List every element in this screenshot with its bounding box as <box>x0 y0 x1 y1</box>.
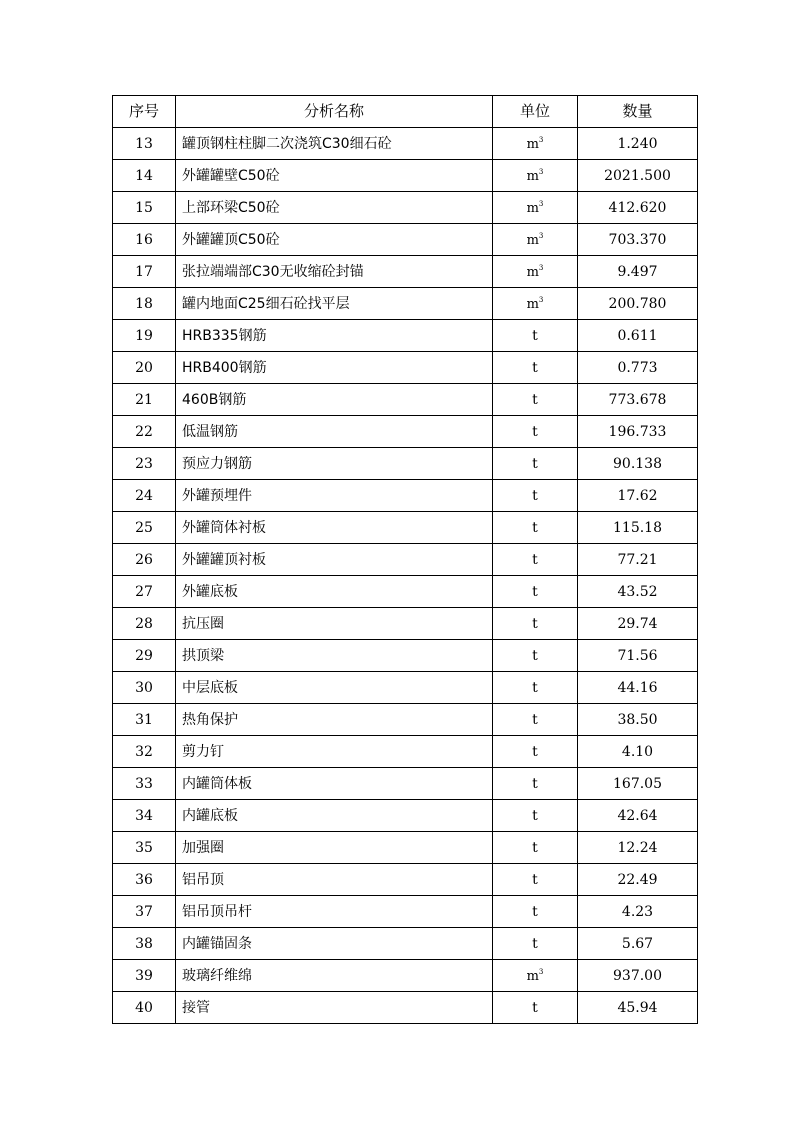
item-quantity: 703.370 <box>578 224 698 256</box>
item-unit: t <box>493 576 578 608</box>
item-quantity: 167.05 <box>578 768 698 800</box>
item-quantity: 4.23 <box>578 896 698 928</box>
table-header-row <box>113 96 698 128</box>
item-name: 抗压圈 <box>176 608 493 640</box>
row-number: 15 <box>113 192 176 224</box>
item-quantity: 937.00 <box>578 960 698 992</box>
item-quantity: 71.56 <box>578 640 698 672</box>
table-row <box>113 800 698 832</box>
row-number: 28 <box>113 608 176 640</box>
item-quantity: 115.18 <box>578 512 698 544</box>
table-row <box>113 320 698 352</box>
table-row <box>113 416 698 448</box>
row-number: 38 <box>113 928 176 960</box>
unit-cubic-meter: $m^3$ <box>526 199 544 216</box>
table-row <box>113 512 698 544</box>
item-quantity: 196.733 <box>578 416 698 448</box>
item-quantity: 44.16 <box>578 672 698 704</box>
header-item-name: 分析名称 <box>176 96 493 128</box>
row-number: 32 <box>113 736 176 768</box>
row-number: 21 <box>113 384 176 416</box>
item-quantity: 412.620 <box>578 192 698 224</box>
item-quantity: 773.678 <box>578 384 698 416</box>
item-unit: t <box>493 672 578 704</box>
table-row <box>113 768 698 800</box>
item-name: 拱顶梁 <box>176 640 493 672</box>
item-unit: t <box>493 928 578 960</box>
item-name: 罐顶钢柱柱脚二次浇筑C30细石砼 <box>176 128 493 160</box>
table-row <box>113 160 698 192</box>
row-number: 13 <box>113 128 176 160</box>
item-unit: t <box>493 512 578 544</box>
table-row <box>113 928 698 960</box>
item-name: 张拉端端部C30无收缩砼封锚 <box>176 256 493 288</box>
row-number: 14 <box>113 160 176 192</box>
row-number: 22 <box>113 416 176 448</box>
unit-cubic-meter: $m^3$ <box>526 295 544 312</box>
item-unit: t <box>493 352 578 384</box>
item-name: 剪力钉 <box>176 736 493 768</box>
item-unit: t <box>493 608 578 640</box>
item-name: 外罐底板 <box>176 576 493 608</box>
item-quantity: 22.49 <box>578 864 698 896</box>
item-name: 外罐筒体衬板 <box>176 512 493 544</box>
item-quantity: 42.64 <box>578 800 698 832</box>
row-number: 24 <box>113 480 176 512</box>
row-number: 17 <box>113 256 176 288</box>
table-row <box>113 224 698 256</box>
item-quantity: 4.10 <box>578 736 698 768</box>
table-row <box>113 480 698 512</box>
row-number: 19 <box>113 320 176 352</box>
unit-cubic-meter: $m^3$ <box>526 967 544 984</box>
item-unit: t <box>493 384 578 416</box>
row-number: 34 <box>113 800 176 832</box>
item-name: HRB335钢筋 <box>176 320 493 352</box>
table-row <box>113 352 698 384</box>
row-number: 25 <box>113 512 176 544</box>
item-quantity: 200.780 <box>578 288 698 320</box>
row-number: 18 <box>113 288 176 320</box>
item-name: 460B钢筋 <box>176 384 493 416</box>
item-unit <box>493 256 578 288</box>
unit-cubic-meter: $m^3$ <box>526 263 544 280</box>
item-quantity: 0.611 <box>578 320 698 352</box>
row-number: 35 <box>113 832 176 864</box>
table-row <box>113 960 698 992</box>
item-name: 低温钢筋 <box>176 416 493 448</box>
item-name: 铝吊顶吊杆 <box>176 896 493 928</box>
item-quantity: 45.94 <box>578 992 698 1024</box>
item-unit: t <box>493 480 578 512</box>
table-row <box>113 288 698 320</box>
table-row <box>113 864 698 896</box>
item-unit: t <box>493 416 578 448</box>
item-name: 内罐锚固条 <box>176 928 493 960</box>
row-number: 33 <box>113 768 176 800</box>
table-row <box>113 640 698 672</box>
item-name: 上部环梁C50砼 <box>176 192 493 224</box>
item-unit: t <box>493 864 578 896</box>
row-number: 36 <box>113 864 176 896</box>
row-number: 20 <box>113 352 176 384</box>
table-row <box>113 832 698 864</box>
item-quantity: 9.497 <box>578 256 698 288</box>
row-number: 29 <box>113 640 176 672</box>
item-unit: t <box>493 800 578 832</box>
item-unit: t <box>493 320 578 352</box>
row-number: 40 <box>113 992 176 1024</box>
item-unit: t <box>493 640 578 672</box>
item-name: 预应力钢筋 <box>176 448 493 480</box>
header-quantity: 数量 <box>578 96 698 128</box>
item-quantity: 12.24 <box>578 832 698 864</box>
item-quantity: 38.50 <box>578 704 698 736</box>
item-quantity: 2021.500 <box>578 160 698 192</box>
item-name: 铝吊顶 <box>176 864 493 896</box>
item-name: 罐内地面C25细石砼找平层 <box>176 288 493 320</box>
item-unit <box>493 288 578 320</box>
item-name: 外罐罐顶C50砼 <box>176 224 493 256</box>
item-unit: t <box>493 736 578 768</box>
item-unit <box>493 128 578 160</box>
table-row <box>113 704 698 736</box>
item-name: 内罐底板 <box>176 800 493 832</box>
item-name: 玻璃纤维绵 <box>176 960 493 992</box>
item-unit: t <box>493 992 578 1024</box>
table-row <box>113 992 698 1024</box>
item-name: 中层底板 <box>176 672 493 704</box>
item-unit: t <box>493 704 578 736</box>
table-row <box>113 608 698 640</box>
item-quantity: 5.67 <box>578 928 698 960</box>
table-row <box>113 544 698 576</box>
table-row <box>113 672 698 704</box>
item-quantity: 0.773 <box>578 352 698 384</box>
row-number: 39 <box>113 960 176 992</box>
header-number: 序号 <box>113 96 176 128</box>
table-row <box>113 576 698 608</box>
table-row <box>113 192 698 224</box>
item-quantity: 29.74 <box>578 608 698 640</box>
item-name: 热角保护 <box>176 704 493 736</box>
quantity-table <box>112 95 698 1024</box>
item-name: 接管 <box>176 992 493 1024</box>
item-quantity: 1.240 <box>578 128 698 160</box>
row-number: 27 <box>113 576 176 608</box>
unit-cubic-meter: $m^3$ <box>526 231 544 248</box>
header-unit: 单位 <box>493 96 578 128</box>
unit-cubic-meter: $m^3$ <box>526 167 544 184</box>
table-row <box>113 256 698 288</box>
item-name: 外罐罐壁C50砼 <box>176 160 493 192</box>
item-unit: t <box>493 896 578 928</box>
row-number: 37 <box>113 896 176 928</box>
item-name: 内罐筒体板 <box>176 768 493 800</box>
row-number: 30 <box>113 672 176 704</box>
row-number: 16 <box>113 224 176 256</box>
table-row <box>113 896 698 928</box>
table-row <box>113 448 698 480</box>
row-number: 31 <box>113 704 176 736</box>
table-row <box>113 128 698 160</box>
item-unit <box>493 224 578 256</box>
row-number: 26 <box>113 544 176 576</box>
item-unit <box>493 960 578 992</box>
item-unit: t <box>493 544 578 576</box>
item-quantity: 17.62 <box>578 480 698 512</box>
item-name: 外罐罐顶衬板 <box>176 544 493 576</box>
item-unit: t <box>493 832 578 864</box>
item-quantity: 43.52 <box>578 576 698 608</box>
row-number: 23 <box>113 448 176 480</box>
item-unit: t <box>493 448 578 480</box>
item-name: 加强圈 <box>176 832 493 864</box>
item-name: HRB400钢筋 <box>176 352 493 384</box>
table-row <box>113 736 698 768</box>
item-quantity: 90.138 <box>578 448 698 480</box>
item-unit <box>493 192 578 224</box>
item-quantity: 77.21 <box>578 544 698 576</box>
item-unit: t <box>493 768 578 800</box>
item-name: 外罐预埋件 <box>176 480 493 512</box>
item-unit <box>493 160 578 192</box>
table-row <box>113 384 698 416</box>
unit-cubic-meter: $m^3$ <box>526 135 544 152</box>
